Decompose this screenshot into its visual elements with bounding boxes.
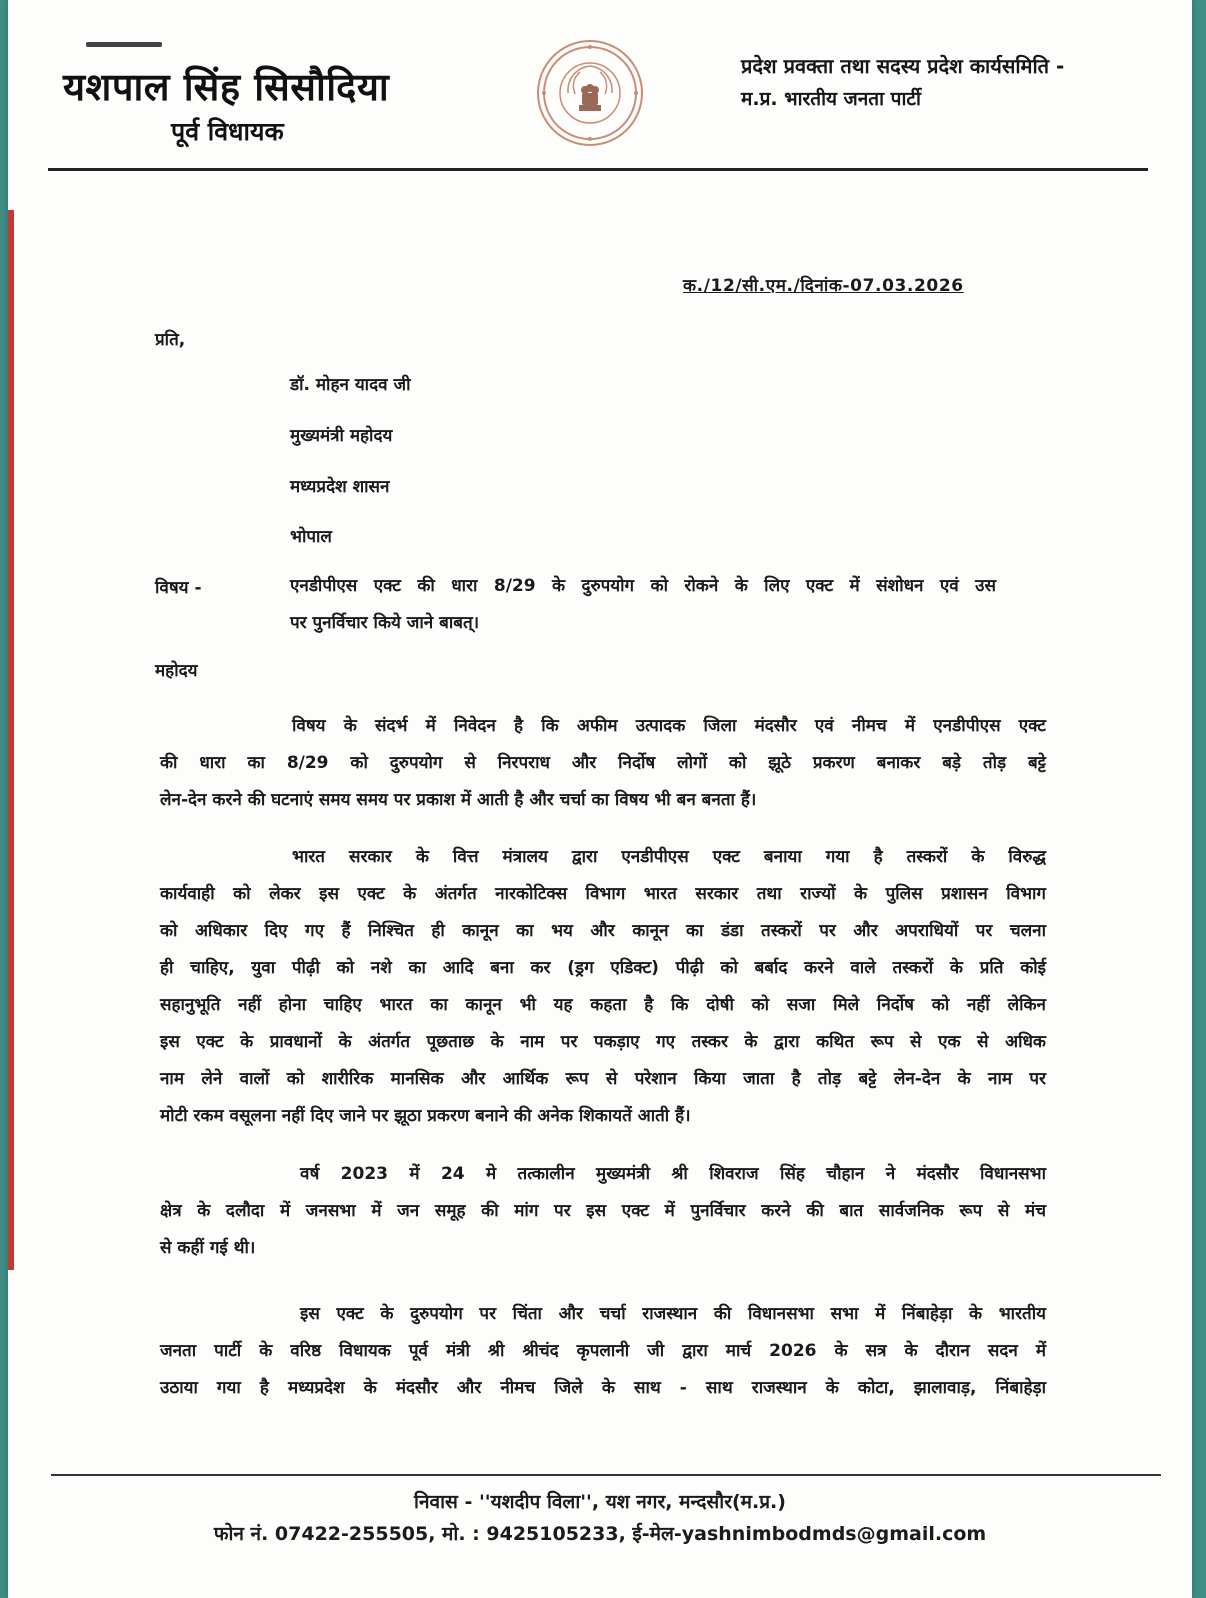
- paragraph-line: जनता पार्टी के वरिष्ठ विधायक पूर्व मंत्री श्री श्रीचंद कृपलानी जी द्वारा मार्च 2026 के सत्र के दौरान सदन में: [160, 1341, 1046, 1361]
- to-label: प्रति,: [155, 330, 186, 350]
- body-paragraph-3: [160, 1156, 1046, 1267]
- paragraph-line: इस एक्ट के प्रावधानों के अंतर्गत पूछताछ के नाम पर पकड़ाए गए तस्कर के द्वारा कथित रूप से एक से अधिक: [160, 1032, 1046, 1052]
- paragraph-line: इस एक्ट के दुरुपयोग पर चिंता और चर्चा राजस्थान की विधानसभा सभा में निंबाहेड़ा के भारतीय: [300, 1304, 1046, 1324]
- paragraph-line: नाम लेने वालों को शारीरिक मानसिक और आर्थिक रूप से परेशान किया जाता है तोड़ बट्टे लेन-देन के नाम पर: [160, 1069, 1046, 1089]
- subject-label: विषय -: [155, 578, 202, 598]
- footer-contact: फोन नं. 07422-255505, मो. : 9425105233, ई-मेल-yashnimbodmds@gmail.com: [213, 1523, 987, 1545]
- sender-designation: पूर्व विधायक: [171, 117, 284, 146]
- reference-number: क./12/सी.एम./दिनांक-07.03.2026: [683, 276, 964, 296]
- footer-divider: [51, 1474, 1161, 1476]
- body-paragraph-2: [160, 839, 1046, 1135]
- paragraph-line: विषय के संदर्भ में निवेदन है कि अफीम उत्पादक जिला मंदसौर एवं नीमच में एनडीपीएस एक्ट: [292, 716, 1046, 736]
- body-paragraph-4: [160, 1296, 1046, 1407]
- paragraph-line: कार्यवाही को लेकर इस एक्ट के अंतर्गत नारकोटिक्स विभाग भारत सरकार तथा राज्यों के पुलिस प्रशासन विभाग: [160, 884, 1046, 904]
- paragraph-line: लेन-देन करने की घटनाएं समय समय पर प्रकाश में आती है और चर्चा का विषय भी बन बनता हैं।: [160, 790, 757, 810]
- state-emblem-seal-icon: [535, 38, 645, 148]
- paragraph-line: से कहीं गई थी।: [160, 1238, 256, 1258]
- party-name-line: म.प्र. भारतीय जनता पार्टी: [741, 88, 921, 110]
- recipient-office: मध्यप्रदेश शासन: [290, 477, 390, 497]
- sender-name: यशपाल सिंह सिसौदिया: [63, 65, 390, 109]
- header-divider: [48, 168, 1148, 171]
- paragraph-line: वर्ष 2023 में 24 मे तत्कालीन मुख्यमंत्री श्री शिवराज सिंह चौहान ने मंदसौर विधानसभा: [300, 1164, 1046, 1184]
- recipient-title: मुख्यमंत्री महोदय: [290, 426, 393, 446]
- paragraph-line: क्षेत्र के दलौदा में जनसभा में जन समूह की मांग पर इस एक्ट में पुनर्विचार करने की बात सार्वजनिक रूप से मंच: [160, 1201, 1046, 1221]
- paragraph-line: उठाया गया है मध्यप्रदेश के मंदसौर और नीमच जिले के साथ - साथ राजस्थान के कोटा, झालावाड़, निंबाहेड़ा: [160, 1378, 1046, 1398]
- recipient-city: भोपाल: [290, 527, 332, 547]
- page-edge-stripe: [8, 210, 14, 1270]
- paragraph-line: ही चाहिए, युवा पीढ़ी को नशे का आदि बना कर (ड्रग एडिक्ट) पीढ़ी को बर्बाद करने वाले तस्करों के प्रति कोई: [160, 958, 1046, 978]
- salutation: महोदय: [155, 661, 198, 681]
- party-position-line: प्रदेश प्रवक्ता तथा सदस्य प्रदेश कार्यसमिति -: [741, 54, 1065, 78]
- subject-line: एनडीपीएस एक्ट की धारा 8/29 के दुरुपयोग को रोकने के लिए एक्ट में संशोधन एवं उस: [290, 576, 996, 596]
- body-paragraph-1: [160, 708, 1046, 819]
- footer-residence: निवास - ''यशदीप विला'', यश नगर, मन्दसौर(म.प्र.): [414, 1491, 786, 1513]
- paragraph-line: को अधिकार दिए गए हैं निश्चित ही कानून का भय और कानून का डंडा तस्करों पर और अपराधियों पर चलना: [160, 921, 1046, 941]
- paragraph-line: सहानुभूति नहीं होना चाहिए भारत का कानून भी यह कहता है कि दोषी को सजा मिले निर्दोष को नहीं लेकिन: [160, 995, 1046, 1015]
- paragraph-line: की धारा का 8/29 को दुरुपयोग से निरपराध और निर्दोष लोगों को झूठे प्रकरण बनाकर बड़े तोड़ बट्टे: [160, 753, 1046, 773]
- subject-text: [290, 568, 996, 642]
- recipient-name: डॉ. मोहन यादव जी: [290, 375, 411, 395]
- paragraph-line: मोटी रकम वसूलना नहीं दिए जाने पर झूठा प्रकरण बनाने की अनेक शिकायतें आती हैं।: [160, 1106, 691, 1126]
- letterhead-dash: [86, 42, 162, 47]
- paragraph-line: भारत सरकार के वित्त मंत्रालय द्वारा एनडीपीएस एक्ट बनाया गया है तस्करों के विरुद्ध: [292, 847, 1046, 867]
- subject-line: पर पुनर्विचार किये जाने बाबत्।: [290, 613, 480, 633]
- letter-page: [8, 0, 1192, 1598]
